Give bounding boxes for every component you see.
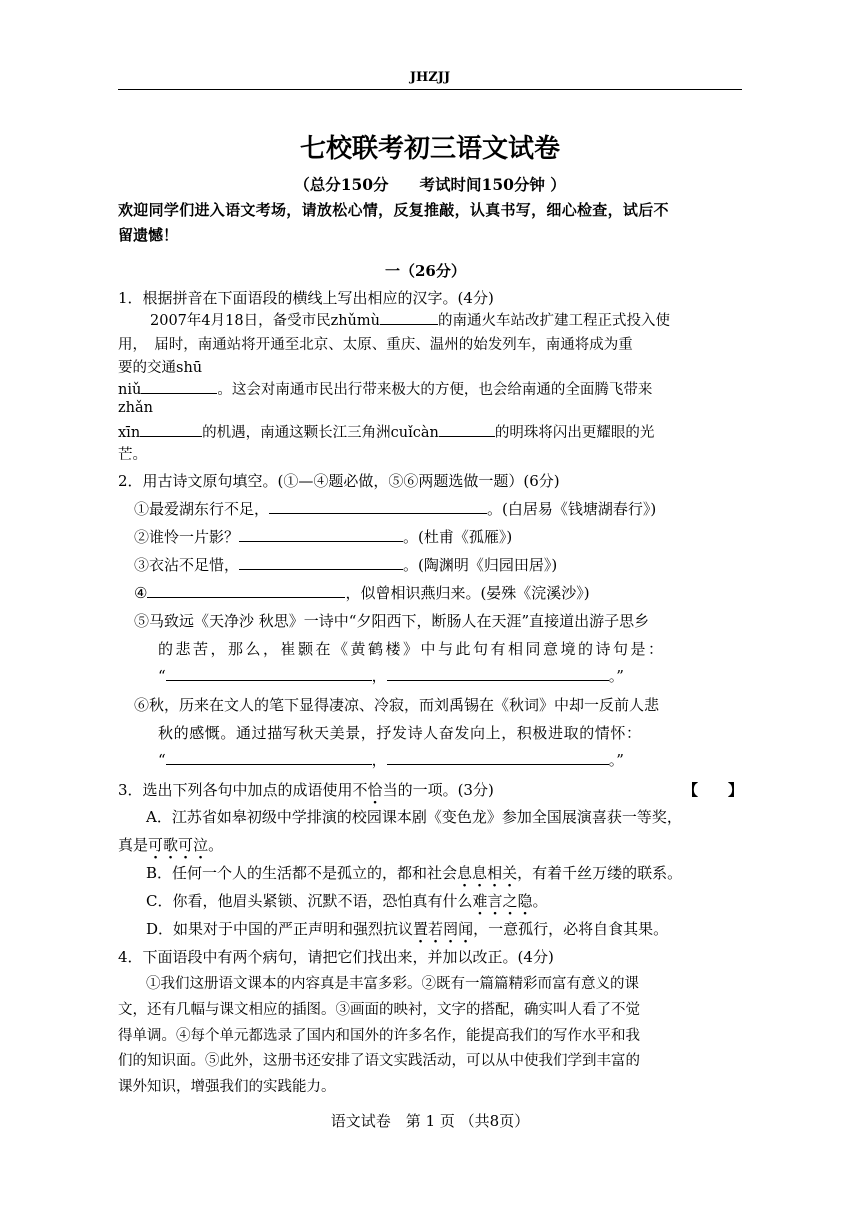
q1-line-6 [118, 421, 654, 442]
q3-text: B．任何一个人的生活都不是孤立的，都和社会 [146, 864, 458, 882]
q3-stem [118, 779, 494, 800]
welcome-line-2: 留遗憾！ [118, 226, 179, 244]
q2-text: ， [371, 667, 387, 685]
q3-text: 真是 [118, 836, 149, 854]
q1-line-5: zhǎn [118, 400, 153, 416]
q3-text: 。 [208, 836, 224, 854]
q3-text: D．如果对于中国的严正声明和强烈抗议 [146, 920, 414, 938]
q3-dotted-idiom-b: 息息相关 [457, 864, 518, 882]
q2-text: “ [158, 751, 166, 769]
q2-item-5-answer [158, 665, 624, 686]
q2-item-6-answer [158, 749, 624, 770]
q2-text: ③衣沾不足惜， [134, 556, 240, 574]
q2-item-1 [134, 498, 656, 519]
q3-option-a-line-1: A．江苏省如皋初级中学排演的校园课本剧《变色龙》参加全国展演喜获一等奖， [146, 808, 682, 826]
q1-line-3: 要的交通shū [118, 360, 203, 376]
page-header: JHZJJ [409, 70, 451, 85]
q1-text: niǔ [118, 382, 142, 398]
q3-text: ，一意孤行，必将自食其果。 [473, 920, 669, 938]
q1-stem: 1．根据拼音在下面语段的横线上写出相应的汉字。(4分) [118, 289, 494, 307]
q2-blank-6b[interactable] [387, 750, 609, 765]
q2-blank-1[interactable] [269, 499, 487, 514]
q2-blank-6a[interactable] [166, 750, 372, 765]
q3-option-a-line-2 [118, 834, 223, 855]
page-footer: 语文试卷 第 1 页 （共8页） [330, 1112, 530, 1130]
q2-item-6-line-1: ⑥秋，历来在文人的笔下显得凄凉、冷寂，而刘禹锡在《秋词》中却一反前人悲 [134, 696, 660, 714]
exam-subtitle: （总分150分 考试时间150分钟 ） [294, 175, 566, 194]
q2-blank-5b[interactable] [387, 666, 609, 681]
q1-line-4 [118, 378, 652, 399]
q1-blank-cuican[interactable] [439, 422, 495, 437]
q3-dotted-idiom-a: 可歌可泣 [148, 836, 209, 854]
q2-text: “ [158, 667, 166, 685]
q3-text: ，有着千丝万缕的联系。 [517, 864, 683, 882]
q4-para-line-4: 们的知识面。⑤此外，这册书还安排了语文实践活动，可以从中使我们学到丰富的 [118, 1053, 640, 1069]
q3-text: 当的一项。(3分) [382, 781, 494, 799]
q2-blank-5a[interactable] [166, 666, 372, 681]
q2-blank-2[interactable] [239, 527, 403, 542]
q2-text: 。(杜甫《孤雁》) [403, 528, 513, 546]
q4-stem: 4．下面语段中有两个病句，请把它们找出来，并加以改正。(4分) [118, 948, 554, 966]
section-one-heading: 一（26分） [385, 262, 466, 280]
q1-line-1 [150, 309, 670, 330]
q3-option-d [146, 918, 668, 939]
q1-text: 的明珠将闪出更耀眼的光 [494, 425, 655, 441]
q3-text: 。 [532, 892, 548, 910]
q2-blank-4[interactable] [147, 583, 345, 598]
q3-dotted-idiom-d: 置若罔闻 [413, 920, 474, 938]
q1-line-2: 用， 届时，南通站将开通至北京、太原、重庆、温州的始发列车，南通将成为重 [118, 337, 633, 353]
q4-para-line-5: 课外知识，增强我们的实践能力。 [118, 1079, 336, 1095]
q4-para-line-3: 得单调。④每个单元都选录了国内和国外的许多名作，能提高我们的写作水平和我 [118, 1028, 640, 1044]
welcome-line-1: 欢迎同学们进入语文考场，请放松心情，反复推敲，认真书写，细心检查，试后不 [118, 201, 669, 219]
q3-text: C．你看，他眉头紧锁、沉默不语，恐怕真有什么 [146, 892, 473, 910]
q1-line-7: 芒。 [118, 447, 147, 463]
q2-text: 。” [608, 751, 624, 769]
header-rule [118, 89, 742, 90]
q2-item-5-line-2: 的悲苦，那么，崔颢在《黄鹤楼》中与此句有相同意境的诗句是： [158, 640, 666, 658]
q1-text: 。这会对南通市民出行带来极大的方便，也会给南通的全面腾飞带来 [217, 382, 653, 398]
q2-item-3 [134, 554, 557, 575]
q2-text: ④ [134, 584, 148, 602]
q4-para-line-1: ①我们这册语文课本的内容真是丰富多彩。②既有一篇篇精彩而富有意义的课 [146, 976, 639, 992]
q1-text: xīn [118, 425, 141, 441]
q3-text: 3．选出下列各句中加点的成语使用不 [118, 781, 368, 799]
q2-item-2 [134, 526, 512, 547]
q3-dotted-char: 恰 [367, 781, 383, 799]
q2-text: ， [371, 751, 387, 769]
q3-option-c [146, 890, 548, 911]
q2-text: ①最爱湖东行不足， [134, 500, 270, 518]
q1-text: 的机遇，南通这颗长江三角洲cuǐcàn [202, 425, 439, 441]
q3-dotted-idiom-c: 难言之隐 [472, 892, 533, 910]
q2-text: 。” [608, 667, 624, 685]
q2-item-5-line-1: ⑤马致远《天净沙 秋思》一诗中“夕阳西下，断肠人在天涯”直接道出游子思乡 [134, 612, 650, 630]
q2-blank-3[interactable] [239, 555, 403, 570]
q1-text: 的南通火车站改扩建工程正式投入使 [437, 313, 670, 329]
q1-blank-shuniu[interactable] [141, 379, 217, 394]
exam-title: 七校联考初三语文试卷 [299, 134, 560, 164]
q1-text: 2007年4月18日，备受市民zhǔmù [150, 313, 380, 329]
q2-stem: 2．用古诗文原句填空。(①—④题必做，⑤⑥两题选做一题）(6分) [118, 472, 560, 490]
q1-blank-zhumu[interactable] [380, 310, 438, 325]
q2-item-4 [134, 582, 590, 603]
q2-text: ，似曾相识燕归来。(晏殊《浣溪沙》) [345, 584, 590, 602]
q3-option-b [146, 862, 682, 883]
q1-blank-zhanxin[interactable] [140, 422, 202, 437]
q3-answer-bracket[interactable]: 【 】 [683, 781, 744, 799]
q2-text: 。(陶渊明《归园田居》) [403, 556, 558, 574]
q2-text: ②谁怜一片影？ [134, 528, 240, 546]
q4-para-line-2: 文，还有几幅与课文相应的插图。③画面的映衬，文字的搭配，确实叫人看了不觉 [118, 1002, 640, 1018]
q2-item-6-line-2: 秋的感慨。通过描写秋天美景，抒发诗人奋发向上，积极进取的情怀： [158, 724, 642, 742]
q2-text: 。(白居易《钱塘湖春行》) [487, 500, 657, 518]
